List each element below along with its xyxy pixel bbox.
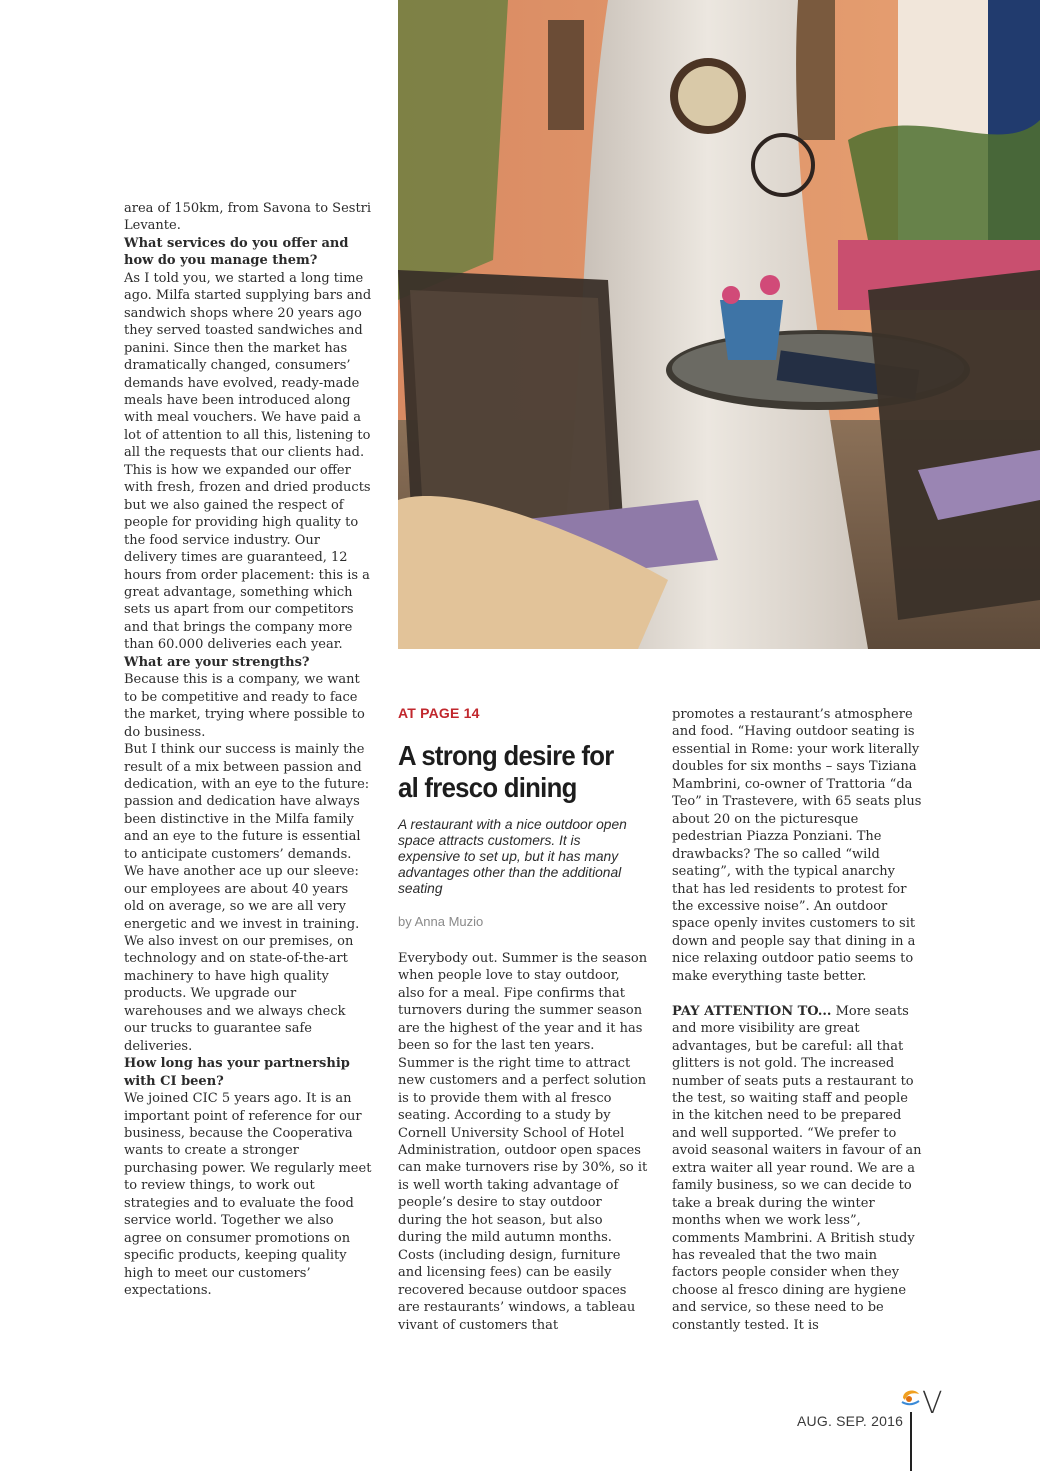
page-number: V — [922, 1386, 943, 1421]
footer-divider — [910, 1412, 912, 1471]
interview-answer: We joined CIC 5 years ago. It is an important point of reference for our business, because the Cooperativa wants to create a stronger purchasing power. We regularly meet to review things, to work out strategies and to evaluate the food service world. Together we also agree on consumer promotions on specific products, keeping quality high to meet our customers’ expectations. — [124, 1091, 372, 1299]
interview-question: How long has your partnership with CI been? — [124, 1056, 350, 1089]
interview-answer: area of 150km, from Savona to Sestri Levante. — [124, 201, 372, 234]
runin-heading: PAY ATTENTION TO... — [672, 1003, 832, 1019]
interview-answer: We have another ace up our sleeve: our employees are about 40 years old on average, so we are all very energetic and we invest in training. We also invest on our premises, on technology and on state-of-the-art machinery to have high quality products. We upgrade our warehouses and we always check our trucks to guarantee safe deliveries. — [124, 864, 360, 1054]
interview-answer: As I told you, we started a long time ago. Milfa started supplying bars and sandwich shops where 20 years ago they served toasted sandwiches and panini. Since then the market has dramatically changed, consumers’ demands have evolved, ready-made meals have been introduced along with meal vouchers. We have paid a lot of attention to all this, listening to all the requests that our clients had. This is how we expanded our offer with fresh, frozen and dried products but we also gained the respect of people for providing high quality to the food service industry. Our delivery times are guaranteed, 12 hours from order placement: this is a great advantage, something which sets us apart from our competitors and that brings the company more than 60.000 deliveries each year. — [124, 270, 372, 653]
publication-logo-icon — [901, 1386, 921, 1412]
kicker: AT PAGE 14 — [398, 705, 480, 721]
issue-date: AUG. SEP. 2016 — [797, 1413, 904, 1429]
outdoor-dining-photo — [398, 0, 1040, 649]
body-paragraph: Everybody out. Summer is the season when people love to stay outdoor, also for a meal. Fipe confirms that turnovers during the summer season are the highest of the year and it has been so for the last ten years. Summer is the right time to attract new customers and a perfect solution is to provide them with al fresco seating. According to a study by Cornell University School of Hotel Administration, outdoor open spaces can make turnovers rise by 30%, so it is well worth taking advantage of people’s desire to stay outdoor during the hot season, but also during the mild autumn months. Costs (including design, furniture and licensing fees) can be easily recovered because outdoor spaces are restaurants’ windows, a tableau vivant of customers that — [398, 951, 648, 1333]
body-paragraph — [672, 1003, 924, 1335]
article-body-column-1 — [398, 950, 648, 1334]
interview-question: What are your strengths? — [124, 654, 310, 670]
interview-column — [124, 200, 372, 1300]
body-paragraph: promotes a restaurant’s atmosphere and food. “Having outdoor seating is essential in Rome: your work literally doubles for six months – says Tiziana Mambrini, co-owner of Trattoria “da Teo” in Trastevere, with 65 seats plus about 20 on the picturesque pedestrian Piazza Ponziani. The drawbacks? The so called “wild seating”, with the typical anarchy that has led residents to protest for the excessive noise”. An outdoor space openly invites customers to sit down and people say that dining in a nice relaxing outdoor patio seems to make everything taste better. — [672, 707, 922, 984]
body-text: More seats and more visibility are great advantages, but be careful: all that glitters is not gold. The increased number of seats puts a restaurant to the test, so waiting staff and people in the kitchen need to be prepared and well supported. “We prefer to avoid seasonal waiters in favour of an extra waiter all year round. We are a family business, so we can decide to take a break during the winter months when we work less”, comments Mambrini. A British study has revealed that the two main factors people consider when they choose al fresco dining are hygiene and service, so these need to be constantly tested. It is — [672, 1003, 922, 1333]
headline: A strong desire for al fresco dining — [398, 740, 614, 803]
interview-question: What services do you offer and how do you manage them? — [124, 235, 349, 269]
byline: by Anna Muzio — [398, 914, 484, 929]
article-body-column-2 — [672, 706, 924, 1334]
interview-answer: Because this is a company, we want to be competitive and ready to face the market, trying where possible to do business. — [124, 672, 365, 740]
standfirst: A restaurant with a nice outdoor open space attracts customers. It is expensive to set up, but it has many advantages other than the additional seating — [398, 817, 627, 896]
interview-answer: But I think our success is mainly the result of a mix between passion and dedication, with an eye to the future: passion and dedication have always been distinctive in the Milfa family and an eye to the future is essential to anticipate customers’ demands. — [124, 742, 370, 862]
